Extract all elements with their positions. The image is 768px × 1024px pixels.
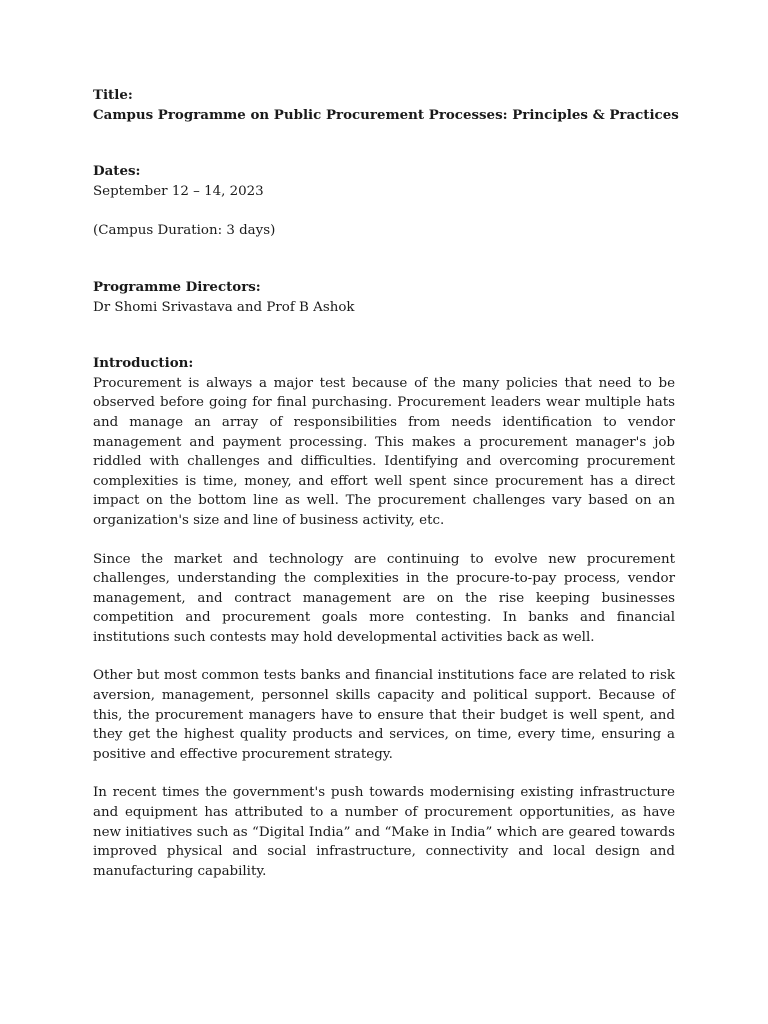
introduction-paragraph: Procurement is always a major test because of the many policies that need to be observed before going for final purchasing. Procurement leaders wear multiple hats and manage an array of responsibilities from needs identification to vendor management and payment processing. This makes a procurement manager's job riddled with challenges and difficulties. Identifying and overcoming procurement complexities is time, money, and effort well spent since procurement has a direct impact on the bottom line as well. The procurement challenges vary based on an organization's size and line of business activity, etc. <box>93 375 675 528</box>
dates-section <box>93 162 675 241</box>
directors-label: Programme Directors: <box>93 278 261 295</box>
introduction-section <box>93 354 675 881</box>
directors-section <box>93 278 675 317</box>
introduction-label: Introduction: <box>93 355 194 372</box>
title-section <box>93 86 679 125</box>
introduction-paragraph: Since the market and technology are continuing to evolve new procurement challenges, understanding the complexities in the procure-to-pay process, vendor management, and contract management are on the rise keeping businesses competition and procurement goals more contesting. In banks and financial institutions such contests may hold developmental activities back as well. <box>93 551 675 645</box>
title-label: Title: <box>93 87 133 103</box>
campus-duration: (Campus Duration: 3 days) <box>93 223 276 239</box>
dates-label: Dates: <box>93 163 141 180</box>
introduction-paragraph: Other but most common tests banks and financial institutions face are related to risk aversion, management, personnel skills capacity and political support. Because of this, the procurement managers have to ensure that their budget is well spent, and they get the highest quality products and services, on time, every time, ensuring a positive and effective procurement strategy. <box>93 668 675 762</box>
directors-names: Dr Shomi Srivastava and Prof B Ashok <box>93 299 355 315</box>
dates-range: September 12 – 14, 2023 <box>93 183 264 199</box>
programme-title: Campus Programme on Public Procurement Processes: Principles & Practices <box>93 106 679 123</box>
introduction-paragraph: In recent times the government's push towards modernising existing infrastructure and equipment has attributed to a number of procurement opportunities, as have new initiatives such as “Digital India” and “Make in India” which are geared towards improved physical and social infrastructure, connectivity and local design and manufacturing capability. <box>93 785 675 879</box>
